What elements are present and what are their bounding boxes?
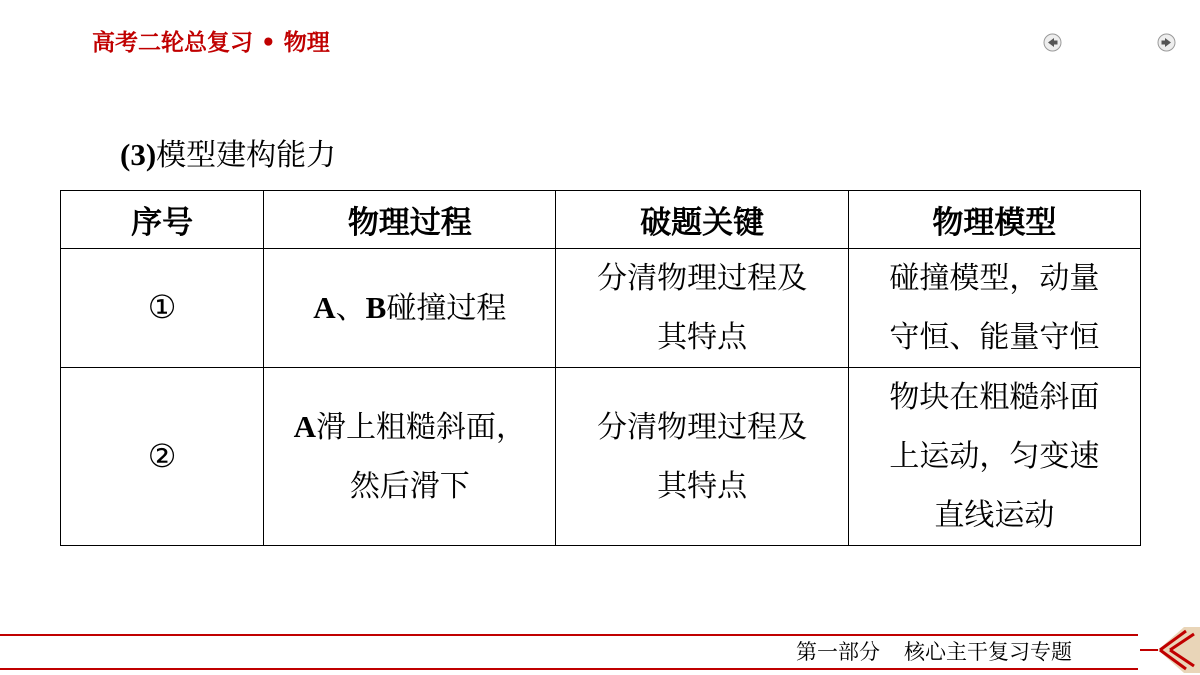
step-cell xyxy=(61,368,264,546)
header-model: 物理模型 xyxy=(848,191,1140,249)
key-cell xyxy=(556,249,848,368)
footer-label xyxy=(796,637,1072,667)
footer-part: 第一部分 xyxy=(796,640,880,664)
process-separator: 、 xyxy=(335,291,366,326)
back-arrow-icon[interactable] xyxy=(1043,33,1062,52)
model-line: 直线运动 xyxy=(934,498,1055,533)
key-line: 其特点 xyxy=(657,320,748,355)
process-description: 碰撞过程 xyxy=(386,291,507,326)
process-text xyxy=(294,397,526,516)
section-number: (3) xyxy=(120,137,157,172)
step-number: ① xyxy=(147,288,177,326)
model-table xyxy=(60,190,1141,546)
process-cell xyxy=(264,249,556,368)
key-line: 分清物理过程及 xyxy=(597,261,808,296)
table-row xyxy=(61,368,1141,546)
process-description-line2: 然后滑下 xyxy=(349,469,470,504)
table-row xyxy=(61,249,1141,368)
footer-divider-top xyxy=(0,634,1140,636)
footer-topic: 核心主干复习专题 xyxy=(904,640,1072,664)
model-text xyxy=(889,368,1099,545)
model-text xyxy=(889,249,1099,367)
step-number: ② xyxy=(147,436,177,475)
model-line: 物块在粗糙斜面 xyxy=(889,380,1100,415)
double-chevron-left-icon[interactable] xyxy=(1138,625,1200,675)
header-step: 序号 xyxy=(61,191,264,249)
process-object-a: A xyxy=(313,290,336,325)
model-line: 守恒、能量守恒 xyxy=(889,320,1100,355)
key-line: 分清物理过程及 xyxy=(597,409,808,445)
model-cell xyxy=(848,368,1140,546)
header-title: 高考二轮总复习 • 物理 xyxy=(92,30,330,56)
header-key: 破题关键 xyxy=(556,191,848,249)
key-cell xyxy=(556,368,848,546)
key-text xyxy=(597,249,807,367)
table-header-row xyxy=(61,191,1141,249)
key-text xyxy=(597,398,807,516)
process-object-b: B xyxy=(365,290,387,325)
process-object-a: A xyxy=(293,409,317,444)
model-line: 上运动，匀变速 xyxy=(889,439,1100,474)
process-text xyxy=(313,278,506,338)
model-cell xyxy=(848,249,1140,368)
process-description: 滑上粗糙斜面， xyxy=(316,410,527,445)
step-cell xyxy=(61,249,264,368)
footer-divider-bottom xyxy=(0,668,1140,670)
header-process: 物理过程 xyxy=(264,191,556,249)
model-line: 碰撞模型，动量 xyxy=(889,261,1100,296)
section-title xyxy=(120,133,336,177)
key-line: 其特点 xyxy=(657,468,748,504)
forward-arrow-icon[interactable] xyxy=(1157,33,1176,52)
process-cell xyxy=(264,368,556,546)
section-title-text: 模型建构能力 xyxy=(156,138,337,173)
